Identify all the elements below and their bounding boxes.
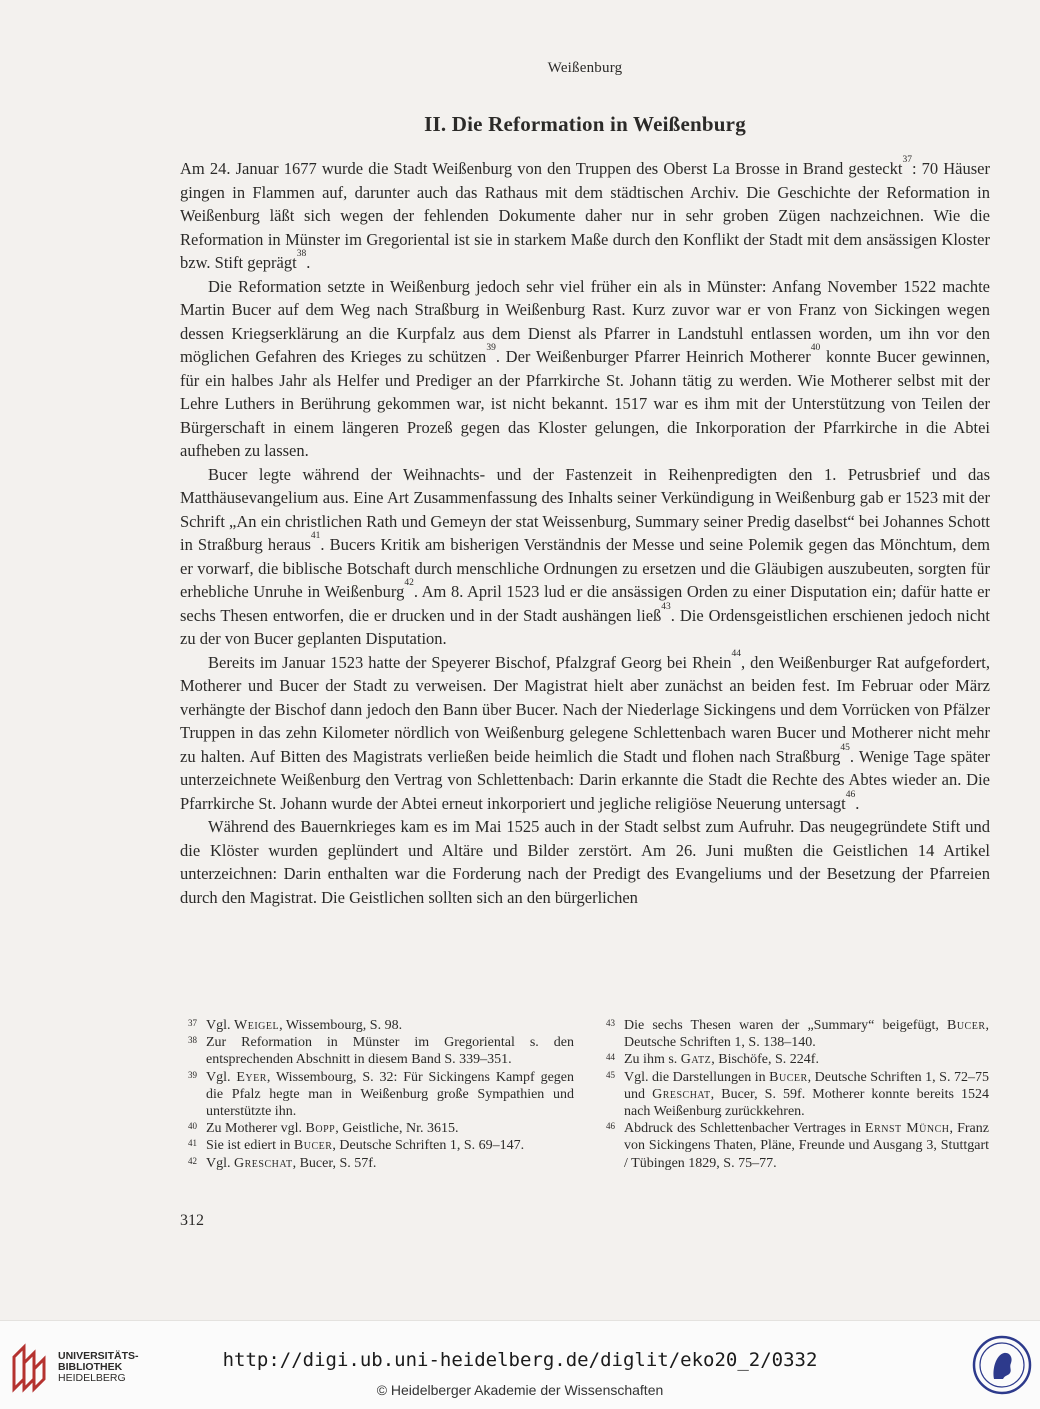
paragraph xyxy=(180,815,990,909)
footnote-number: 43 xyxy=(606,1018,615,1028)
author-name: Weigel xyxy=(234,1018,280,1033)
text-run: , Bucer, S. 59f. Motherer konnte bereits 1524 nach Weißenburg zurückkehren. xyxy=(624,1086,990,1120)
author-name: Greschat xyxy=(234,1155,293,1171)
text-run: , Geistliche, Nr. 3615. xyxy=(335,1121,459,1137)
footnote-number: 45 xyxy=(606,1069,615,1080)
text-run: . Bucers Kritik am bisherigen Verständnis der Messe und seine Polemik gegen das Mönchtum, dem er vorwarf, die biblische Botschaft durch menschliche Ordnungen zu ersetzen und die Gläubigen auszubeuten, sorgten für erhebliche Unruhe in Weißenburg xyxy=(180,535,990,601)
footnote-text xyxy=(206,1017,574,1034)
author-name: Bopp xyxy=(305,1121,336,1137)
footnote xyxy=(606,1051,989,1068)
footnote-number: 46 xyxy=(606,1121,615,1132)
footnote-ref[interactable]: 46 xyxy=(845,789,856,800)
text-run: Vgl. die Darstellungen in xyxy=(624,1069,770,1085)
footnote xyxy=(606,1069,989,1121)
footnote xyxy=(606,1017,989,1051)
text-run: . Am 8. April 1523 lud er die ansässigen Orden zu einer Disputation ein; dafür hatte er sechs Thesen entworfen, die er drucken und in der Stadt aushängen ließ xyxy=(180,582,990,625)
viewer-footer xyxy=(0,1320,1040,1409)
text-run: Vgl. xyxy=(206,1018,234,1033)
page-number: 312 xyxy=(180,1212,204,1229)
footnote-number: 44 xyxy=(606,1052,615,1063)
author-name: Bucer xyxy=(946,1018,986,1033)
text-run: . xyxy=(306,253,311,272)
footnotes-left-column xyxy=(188,1017,574,1172)
footnote-ref[interactable]: 37 xyxy=(902,155,912,165)
footnote-ref[interactable]: 39 xyxy=(486,343,496,353)
text-run: : 70 Häuser gingen in Flammen auf, darunter auch das Rathaus mit dem städtischen Archiv. Die Geschichte der Reformation in Weißenburg läßt sich wegen der fehlenden Dokumente daher nur in sehr groben Zügen nachzeichnen. Wie die Reformation in Münster im Gregoriental ist sie in starkem Maße durch den Konflikt der Stadt mit dem ansässigen Kloster bzw. Stift geprägt xyxy=(180,159,990,272)
text-run: , Bucer, S. 57f. xyxy=(292,1155,377,1171)
footnote-text xyxy=(206,1155,574,1172)
footnote-text xyxy=(624,1069,989,1121)
footnote-ref[interactable]: 43 xyxy=(661,601,671,612)
text-run: Bucer legte während der Weihnachts- und der Fastenzeit in Reihenpredigten den 1. Petrusbrief und das Matthäusevangelium aus. Eine Art Zusammenfassung des Inhalts seiner Verkündigung in Weißenburg gab er 1523 mit der Schrift „An ein christlichen Rath und Gemeyn der stat Weissenburg, Summary seiner Predig daselbst“ bei Johannes Schott in Straßburg heraus xyxy=(180,464,990,554)
footnote xyxy=(188,1155,574,1172)
permalink-url[interactable]: http://digi.ub.uni-heidelberg.de/diglit/eko20_2/0332 xyxy=(222,1349,818,1371)
text-run: , Deutsche Schriften 1, S. 69–147. xyxy=(332,1138,525,1154)
text-run: Während des Bauernkrieges kam es im Mai 1525 auch in der Stadt selbst zum Aufruhr. Das neugegründete Stift und die Klöster wurden geplündert und Altäre und Bilder zerstört. Am 26. Juni mußten die Geistlichen 14 Artikel unterzeichnen: Darin enthalten war die Forderung nach der Predigt des Evangeliums und der Besetzung der Pfarreien durch den Magistrat. Die Geistlichen sollten sich an den bürgerlichen xyxy=(180,817,990,907)
body-text xyxy=(180,157,990,909)
academy-seal-icon[interactable] xyxy=(972,1335,1032,1395)
text-run: Zur Reformation in Münster im Gregoriental s. den entsprechenden Abschnitt in diesem Band S. 339–351. xyxy=(206,1035,574,1068)
text-run: Zu Motherer vgl. xyxy=(206,1121,306,1137)
footnote-ref[interactable]: 38 xyxy=(296,249,307,259)
footnote-number: 37 xyxy=(188,1018,197,1028)
author-name: Bucer xyxy=(293,1138,333,1154)
text-run: Am 24. Januar 1677 wurde die Stadt Weißenburg von den Truppen des Oberst La Brosse in Brand gesteckt xyxy=(180,159,903,178)
footnote-text xyxy=(624,1017,989,1051)
text-run: Abdruck des Schlettenbacher Vertrages in xyxy=(624,1121,866,1137)
footnote-text xyxy=(206,1034,574,1068)
text-run: konnte Bucer gewinnen, für ein halbes Jahr als Helfer und Prediger an der Pfarrkirche St. Johann tätig zu werden. Wie Motherer selbst mit der Lehre Luthers in Berührung gekommen war, ist nicht bekannt. 1517 war es ihm mit der Unterstützung von Teilen der Bürgerschaft in einem längeren Prozeß gegen das Kloster gelungen, die Inkorporation der Pfarrkirche in die Abtei aufheben zu lassen. xyxy=(180,347,990,460)
footnote-ref[interactable]: 40 xyxy=(810,343,821,353)
footnote-number: 38 xyxy=(188,1035,197,1046)
text-run: , den Weißenburger Rat aufgefordert, Motherer und Bucer der Stadt zu verweisen. Der Magistrat hielt aber zunächst an beiden fest. Im Februar oder März verhängte der Bischof dann jedoch den Bann über Bucer. Nach der Niederlage Sickingens und dem Vorrücken von Pfälzer Truppen in das zehn Kilometer nördlich von Weißenburg gelegene Schlettenbach waren Bucer und Motherer nicht mehr zu halten. Auf Bitten des Magistrats verließen beide heimlich die Stadt und flohen nach Straßburg xyxy=(180,652,990,766)
text-run: Bereits im Januar 1523 hatte der Speyerer Bischof, Pfalzgraf Georg bei Rhein xyxy=(208,652,732,672)
footnote-number: 41 xyxy=(188,1138,197,1149)
paragraph xyxy=(180,275,990,463)
footnotes-right-column xyxy=(606,1017,989,1172)
footnote-ref[interactable]: 41 xyxy=(310,531,321,541)
text-run: , Deutsche Schriften 1, S. 72–75 und xyxy=(624,1069,989,1102)
author-name: Ernst Münch xyxy=(865,1121,950,1137)
paragraph xyxy=(180,648,991,816)
author-name: Greschat xyxy=(652,1086,711,1102)
footnote-number: 40 xyxy=(188,1121,197,1132)
footnote xyxy=(188,1017,574,1034)
footnote-number: 42 xyxy=(188,1155,197,1166)
footnote-text xyxy=(624,1051,989,1068)
paragraph xyxy=(180,157,990,275)
footnote-ref[interactable]: 45 xyxy=(840,742,850,753)
text-run: . xyxy=(855,793,860,813)
text-run: , Deutsche Schriften 1, S. 138–140. xyxy=(624,1018,989,1051)
academy-seal-graphic xyxy=(972,1335,1032,1395)
footnote-number: 39 xyxy=(188,1069,197,1080)
text-run: Zu ihm s. xyxy=(624,1052,681,1068)
author-name: Bucer xyxy=(769,1069,808,1085)
library-name-line1: UNIVERSITÄTS- xyxy=(58,1350,139,1362)
footnote-text xyxy=(206,1137,574,1154)
paragraph xyxy=(180,463,990,651)
text-run: Die sechs Thesen waren der „Summary“ beigefügt, xyxy=(624,1018,947,1033)
text-run: , Bischöfe, S. 224f. xyxy=(711,1052,819,1068)
text-run: Sie ist ediert in xyxy=(206,1138,294,1154)
footnote-text xyxy=(624,1120,989,1172)
footnote-ref[interactable]: 44 xyxy=(731,648,741,659)
footnote xyxy=(188,1034,574,1068)
section-title: II. Die Reformation in Weißenburg xyxy=(424,112,746,136)
text-run: . Wenige Tage später unterzeichnete Weißenburg den Vertrag von Schlettenbach: Darin erkannte die Stadt die Rechte des Abtes wieder an. Die Pfarrkirche St. Johann wurde der Abtei erneut inkorporiert und jegliche religiöse Neuerung untersagt xyxy=(180,746,991,813)
footnote xyxy=(188,1069,574,1121)
copyright-notice: © Heidelberger Akademie der Wissenschaften xyxy=(376,1382,664,1398)
text-run: , Franz von Sickingens Thaten, Pläne, Freunde und Ausgang 3, Stuttgart / Tübingen 1829, S. 75–77. xyxy=(624,1121,989,1171)
library-name-line3: HEIDELBERG xyxy=(58,1372,126,1384)
author-name: Gatz xyxy=(680,1052,712,1068)
text-run: Die Reformation setzte in Weißenburg jedoch sehr viel früher ein als in Münster: Anfang November 1522 machte Martin Bucer auf dem Weg nach Straßburg in Weißenburg Rast. Kurz zuvor war er von Franz von Sickingen wegen dessen Kriegserklärung an die Kurpfalz aus dem Dienst als Pfarrer in Landstuhl entlassen worden, um ihn vor den möglichen Gefahren des Krieges zu schützen xyxy=(180,276,990,366)
footnote xyxy=(188,1120,574,1137)
library-name-line2: BIBLIOTHEK xyxy=(58,1361,123,1373)
text-run: . Die Ordensgeistlichen erschienen jedoch nicht zu der von Bucer geplanten Disputation. xyxy=(180,605,990,648)
text-run: , Wissembourg, S. 98. xyxy=(279,1018,403,1033)
author-name: Eyer xyxy=(236,1069,267,1085)
footnote xyxy=(188,1137,574,1154)
text-run: , Wissembourg, S. 32: Für Sickingens Kampf gegen die Pfalz hegte man in Weißenburg große Sympathien und unterstützte ihn. xyxy=(206,1069,574,1120)
footnote-text xyxy=(206,1069,574,1121)
running-head: Weißenburg xyxy=(547,60,623,76)
text-run: . Der Weißenburger Pfarrer Heinrich Motherer xyxy=(495,347,811,366)
text-run: Vgl. xyxy=(206,1155,234,1171)
footnote-ref[interactable]: 42 xyxy=(404,578,414,588)
footnote xyxy=(606,1120,989,1172)
footnote-text xyxy=(206,1120,574,1137)
text-run: Vgl. xyxy=(206,1069,237,1085)
